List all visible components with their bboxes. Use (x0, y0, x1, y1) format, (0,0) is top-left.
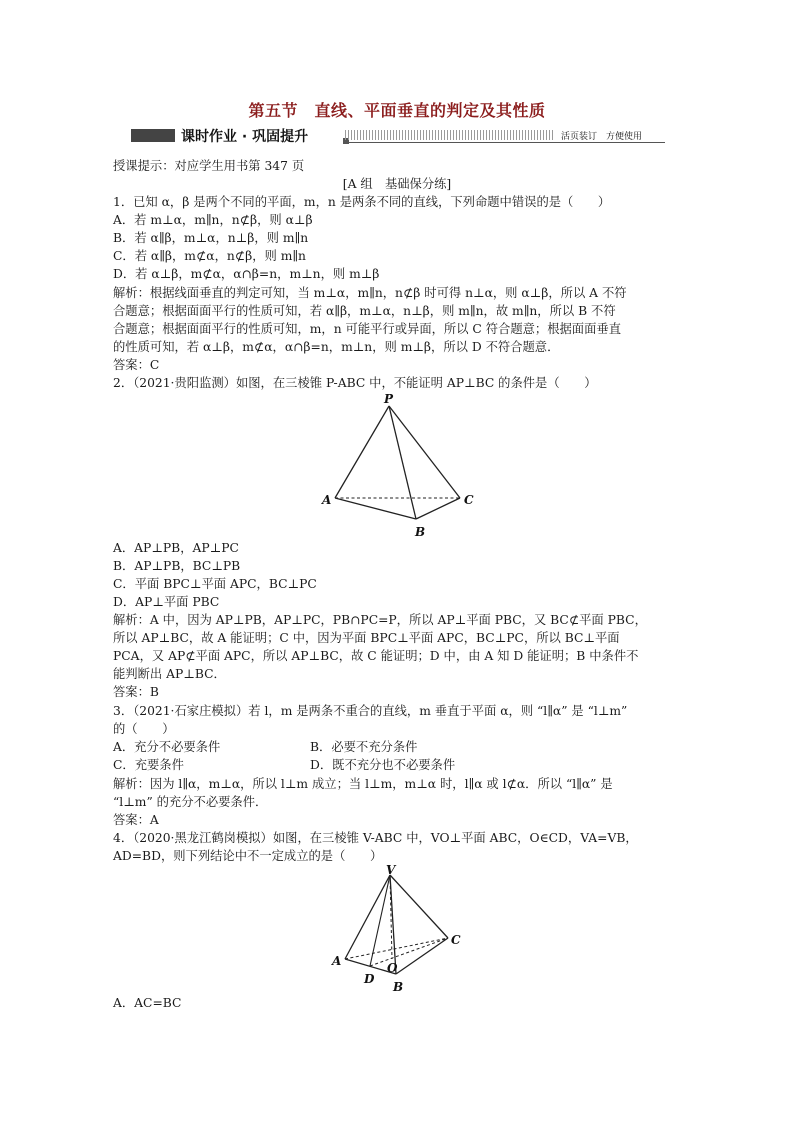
q2-option-c: C．平面 BPC⊥平面 APC，BC⊥PC (113, 577, 317, 591)
q3-analysis-line: 解析：因为 l∥α，m⊥α，所以 l⊥m 成立；当 l⊥m，m⊥α 时，l∥α 或 l⊄α．所以 “l∥α” 是 (113, 777, 613, 791)
edge-vc (390, 875, 448, 938)
q2-option-d: D．AP⊥平面 PBC (113, 595, 220, 609)
q1-answer: 答案：C (113, 358, 160, 372)
banner-hatch (345, 130, 555, 140)
vertex-label-c: C (451, 933, 461, 947)
q2-option-b: B．AP⊥PB，BC⊥PB (113, 559, 241, 573)
hint-text: 授课提示：对应学生用书第 347 页 (113, 159, 305, 173)
q2-answer: 答案：B (113, 685, 159, 699)
q4-stem-line: AD=BD，则下列结论中不一定成立的是（ ） (113, 849, 383, 863)
q1-option-c: C．若 α∥β，m⊄α，n⊄β，则 m∥n (113, 249, 306, 263)
q1-analysis-line: 的性质可知，若 α⊥β，m⊄α，α∩β=n，m⊥n，则 m⊥β，所以 D 不符合题意． (113, 340, 560, 354)
q2-analysis-line: PCA，又 AP⊄平面 APC，所以 AP⊥BC，故 C 能证明；D 中，由 A 知 D 能证明；B 中条件不 (113, 649, 639, 663)
banner-rule (345, 142, 665, 143)
vertex-label-c: C (464, 493, 474, 507)
edge-va (345, 875, 390, 959)
q1-option-b: B．若 α∥β，m⊥α，n⊥β，则 m∥n (113, 231, 309, 245)
group-heading: [A 组 基础保分练] (342, 177, 452, 191)
q3-option-a: A．充分不必要条件 (113, 740, 221, 754)
q3-stem-line: 3．（2021·石家庄模拟）若 l，m 是两条不重合的直线，m 垂直于平面 α，则 “l∥α” 是 “l⊥m” (113, 704, 628, 718)
q1-option-d: D．若 α⊥β，m⊄α，α∩β=n，m⊥n，则 m⊥β (113, 267, 380, 281)
banner-note: 活页装订 方便使用 (561, 132, 643, 142)
vertex-label-p: P (384, 392, 394, 406)
q2-analysis-line: 解析：A 中，因为 AP⊥PB，AP⊥PC，PB∩PC=P，所以 AP⊥平面 PBC，又 BC⊄平面 PBC， (113, 613, 647, 627)
homework-banner (131, 128, 665, 146)
q3-option-b: B．必要不充分条件 (310, 740, 418, 754)
vertex-label-b: B (415, 525, 426, 539)
point-label-o: O (387, 961, 398, 975)
q1-analysis-line: 合题意；根据面面平行的性质可知，m，n 可能平行或异面，所以 C 符合题意；根据面面垂直 (113, 322, 621, 336)
q4-option-a: A．AC=BC (113, 996, 182, 1010)
q3-answer: 答案：A (113, 813, 159, 827)
vertex-label-a: A (322, 493, 332, 507)
banner-block (131, 129, 175, 142)
q3-analysis-line: “l⊥m” 的充分不必要条件． (113, 795, 268, 809)
edge-pa (335, 406, 389, 498)
edge-ab (335, 498, 416, 519)
q2-analysis-line: 能判断出 AP⊥BC． (113, 667, 226, 681)
vertex-label-v: V (386, 863, 396, 877)
vertex-label-b: B (393, 980, 404, 994)
q2-stem: 2．（2021·贵阳监测）如图，在三棱锥 P-ABC 中，不能证明 AP⊥BC 的条件是（ ） (113, 376, 597, 390)
q4-pyramid-figure (326, 863, 466, 998)
q3-option-c: C．充要条件 (113, 758, 184, 772)
q1-option-a: A．若 m⊥α，m∥n，n⊄β，则 α⊥β (113, 213, 313, 227)
q1-stem: 1．已知 α，β 是两个不同的平面，m，n 是两条不同的直线，下列命题中错误的是（ ） (113, 195, 611, 209)
edge-bc (416, 498, 460, 519)
q3-option-d: D．既不充分也不必要条件 (310, 758, 456, 772)
q2-analysis-line: 所以 AP⊥BC，故 A 能证明；C 中，因为平面 BPC⊥平面 APC，BC⊥PC，所以 BC⊥平面 (113, 631, 620, 645)
point-label-d: D (364, 972, 375, 986)
segment-dc-hidden (370, 938, 448, 966)
section-title: 第五节 直线、平面垂直的判定及其性质 (248, 101, 546, 120)
q2-pyramid-figure (318, 390, 483, 542)
q1-analysis-line: 解析：根据线面垂直的判定可知，当 m⊥α，m∥n，n⊄β 时可得 n⊥α，则 α⊥β，所以 A 不符 (113, 286, 627, 300)
q4-stem-line: 4．（2020·黑龙江鹤岗模拟）如图，在三棱锥 V-ABC 中，VO⊥平面 ABC，O∈CD，VA=VB， (113, 831, 638, 845)
vertex-label-a: A (332, 954, 342, 968)
q1-analysis-line: 合题意；根据面面平行的性质可知，若 α∥β，m⊥α，n⊥β，则 m∥n，故 m∥n，所以 B 不符 (113, 304, 616, 318)
banner-label: 课时作业 · 巩固提升 (181, 129, 309, 145)
q3-stem-line: 的（ ） (113, 722, 175, 736)
q2-option-a: A．AP⊥PB，AP⊥PC (113, 541, 239, 555)
